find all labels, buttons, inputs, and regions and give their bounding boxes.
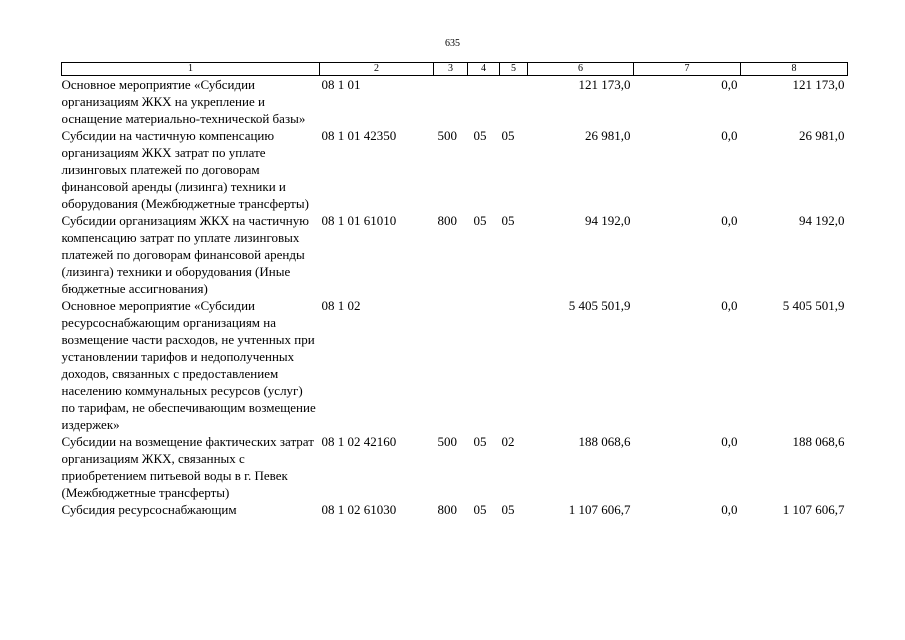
row-group: 800 <box>437 213 457 228</box>
table-row <box>62 76 848 128</box>
page-number: 635 <box>445 38 460 49</box>
row-amount-3: 188 068,6 <box>792 434 845 449</box>
row-subsection: 05 <box>501 502 515 517</box>
row-code: 08 1 01 42350 <box>321 128 397 143</box>
row-name: Основное мероприятие «Субсидии организациям ЖКХ на укрепление и оснащение материально-технической базы» <box>61 77 306 126</box>
row-amount-2: 0,0 <box>721 77 738 92</box>
row-section <box>468 76 500 128</box>
row-group <box>434 76 468 128</box>
row-code: 08 1 01 <box>321 77 361 92</box>
column-header-3: 3 <box>434 63 468 76</box>
row-amount-2: 0,0 <box>721 128 738 143</box>
row-group: 800 <box>437 502 457 517</box>
table-row <box>62 127 848 212</box>
row-subsection: 05 <box>501 128 515 143</box>
row-code: 08 1 02 42160 <box>321 434 397 449</box>
row-code: 08 1 02 <box>321 298 361 313</box>
row-amount-2: 0,0 <box>721 298 738 313</box>
column-header-8: 8 <box>741 63 848 76</box>
row-code: 08 1 01 61010 <box>321 213 397 228</box>
row-code: 08 1 02 61030 <box>321 502 397 517</box>
row-amount-1: 121 173,0 <box>578 77 631 92</box>
row-subsection <box>500 76 528 128</box>
column-header-1: 1 <box>62 63 320 76</box>
column-header-5: 5 <box>500 63 528 76</box>
row-amount-2: 0,0 <box>721 502 738 517</box>
budget-table <box>61 62 848 518</box>
row-name: Субсидии на возмещение фактических затрат организациям ЖКХ, связанных с приобретением питьевой воды в г. Певек (Межбюджетные трансферты) <box>61 434 314 500</box>
row-subsection <box>500 297 528 433</box>
table-row <box>62 501 848 518</box>
row-amount-2: 0,0 <box>721 213 738 228</box>
column-header-4: 4 <box>468 63 500 76</box>
row-section <box>468 297 500 433</box>
table-header <box>62 63 848 76</box>
row-amount-1: 5 405 501,9 <box>568 298 631 313</box>
row-name: Основное мероприятие «Субсидии ресурсоснабжающим организациям на возмещение части расходов, не учтенных при установлении тарифов и недополученных доходов, связанных с предоставлением населению коммунальных ресурсов (услуг) по тарифам, не обеспечивающим возмещение издержек» <box>61 298 316 432</box>
row-group: 500 <box>437 128 457 143</box>
header-row <box>62 63 848 76</box>
row-group <box>434 297 468 433</box>
row-amount-1: 94 192,0 <box>585 213 631 228</box>
row-section: 05 <box>473 502 487 517</box>
table-row <box>62 212 848 297</box>
row-amount-1: 26 981,0 <box>585 128 631 143</box>
row-group: 500 <box>437 434 457 449</box>
row-subsection: 05 <box>501 213 515 228</box>
column-header-7: 7 <box>634 63 741 76</box>
row-amount-1: 188 068,6 <box>578 434 631 449</box>
row-amount-3: 1 107 606,7 <box>782 502 845 517</box>
row-name: Субсидии на частичную компенсацию организациям ЖКХ затрат по уплате лизинговых платежей по договорам финансовой аренды (лизинга) техники и оборудования (Межбюджетные трансферты) <box>61 128 309 211</box>
column-header-6: 6 <box>528 63 634 76</box>
row-name: Субсидия ресурсоснабжающим <box>61 502 237 517</box>
table-row <box>62 297 848 433</box>
table-body <box>62 76 848 519</box>
row-amount-1: 1 107 606,7 <box>568 502 631 517</box>
row-amount-3: 5 405 501,9 <box>782 298 845 313</box>
table-row <box>62 433 848 501</box>
row-name: Субсидии организациям ЖКХ на частичную компенсацию затрат по уплате лизинговых платежей по договорам финансовой аренды (лизинга) техники и оборудования (Иные бюджетные ассигнования) <box>61 213 309 296</box>
row-amount-3: 121 173,0 <box>792 77 845 92</box>
column-header-2: 2 <box>320 63 434 76</box>
row-amount-2: 0,0 <box>721 434 738 449</box>
row-subsection: 02 <box>501 434 515 449</box>
row-amount-3: 26 981,0 <box>799 128 845 143</box>
row-section: 05 <box>473 434 487 449</box>
row-section: 05 <box>473 213 487 228</box>
row-section: 05 <box>473 128 487 143</box>
row-amount-3: 94 192,0 <box>799 213 845 228</box>
